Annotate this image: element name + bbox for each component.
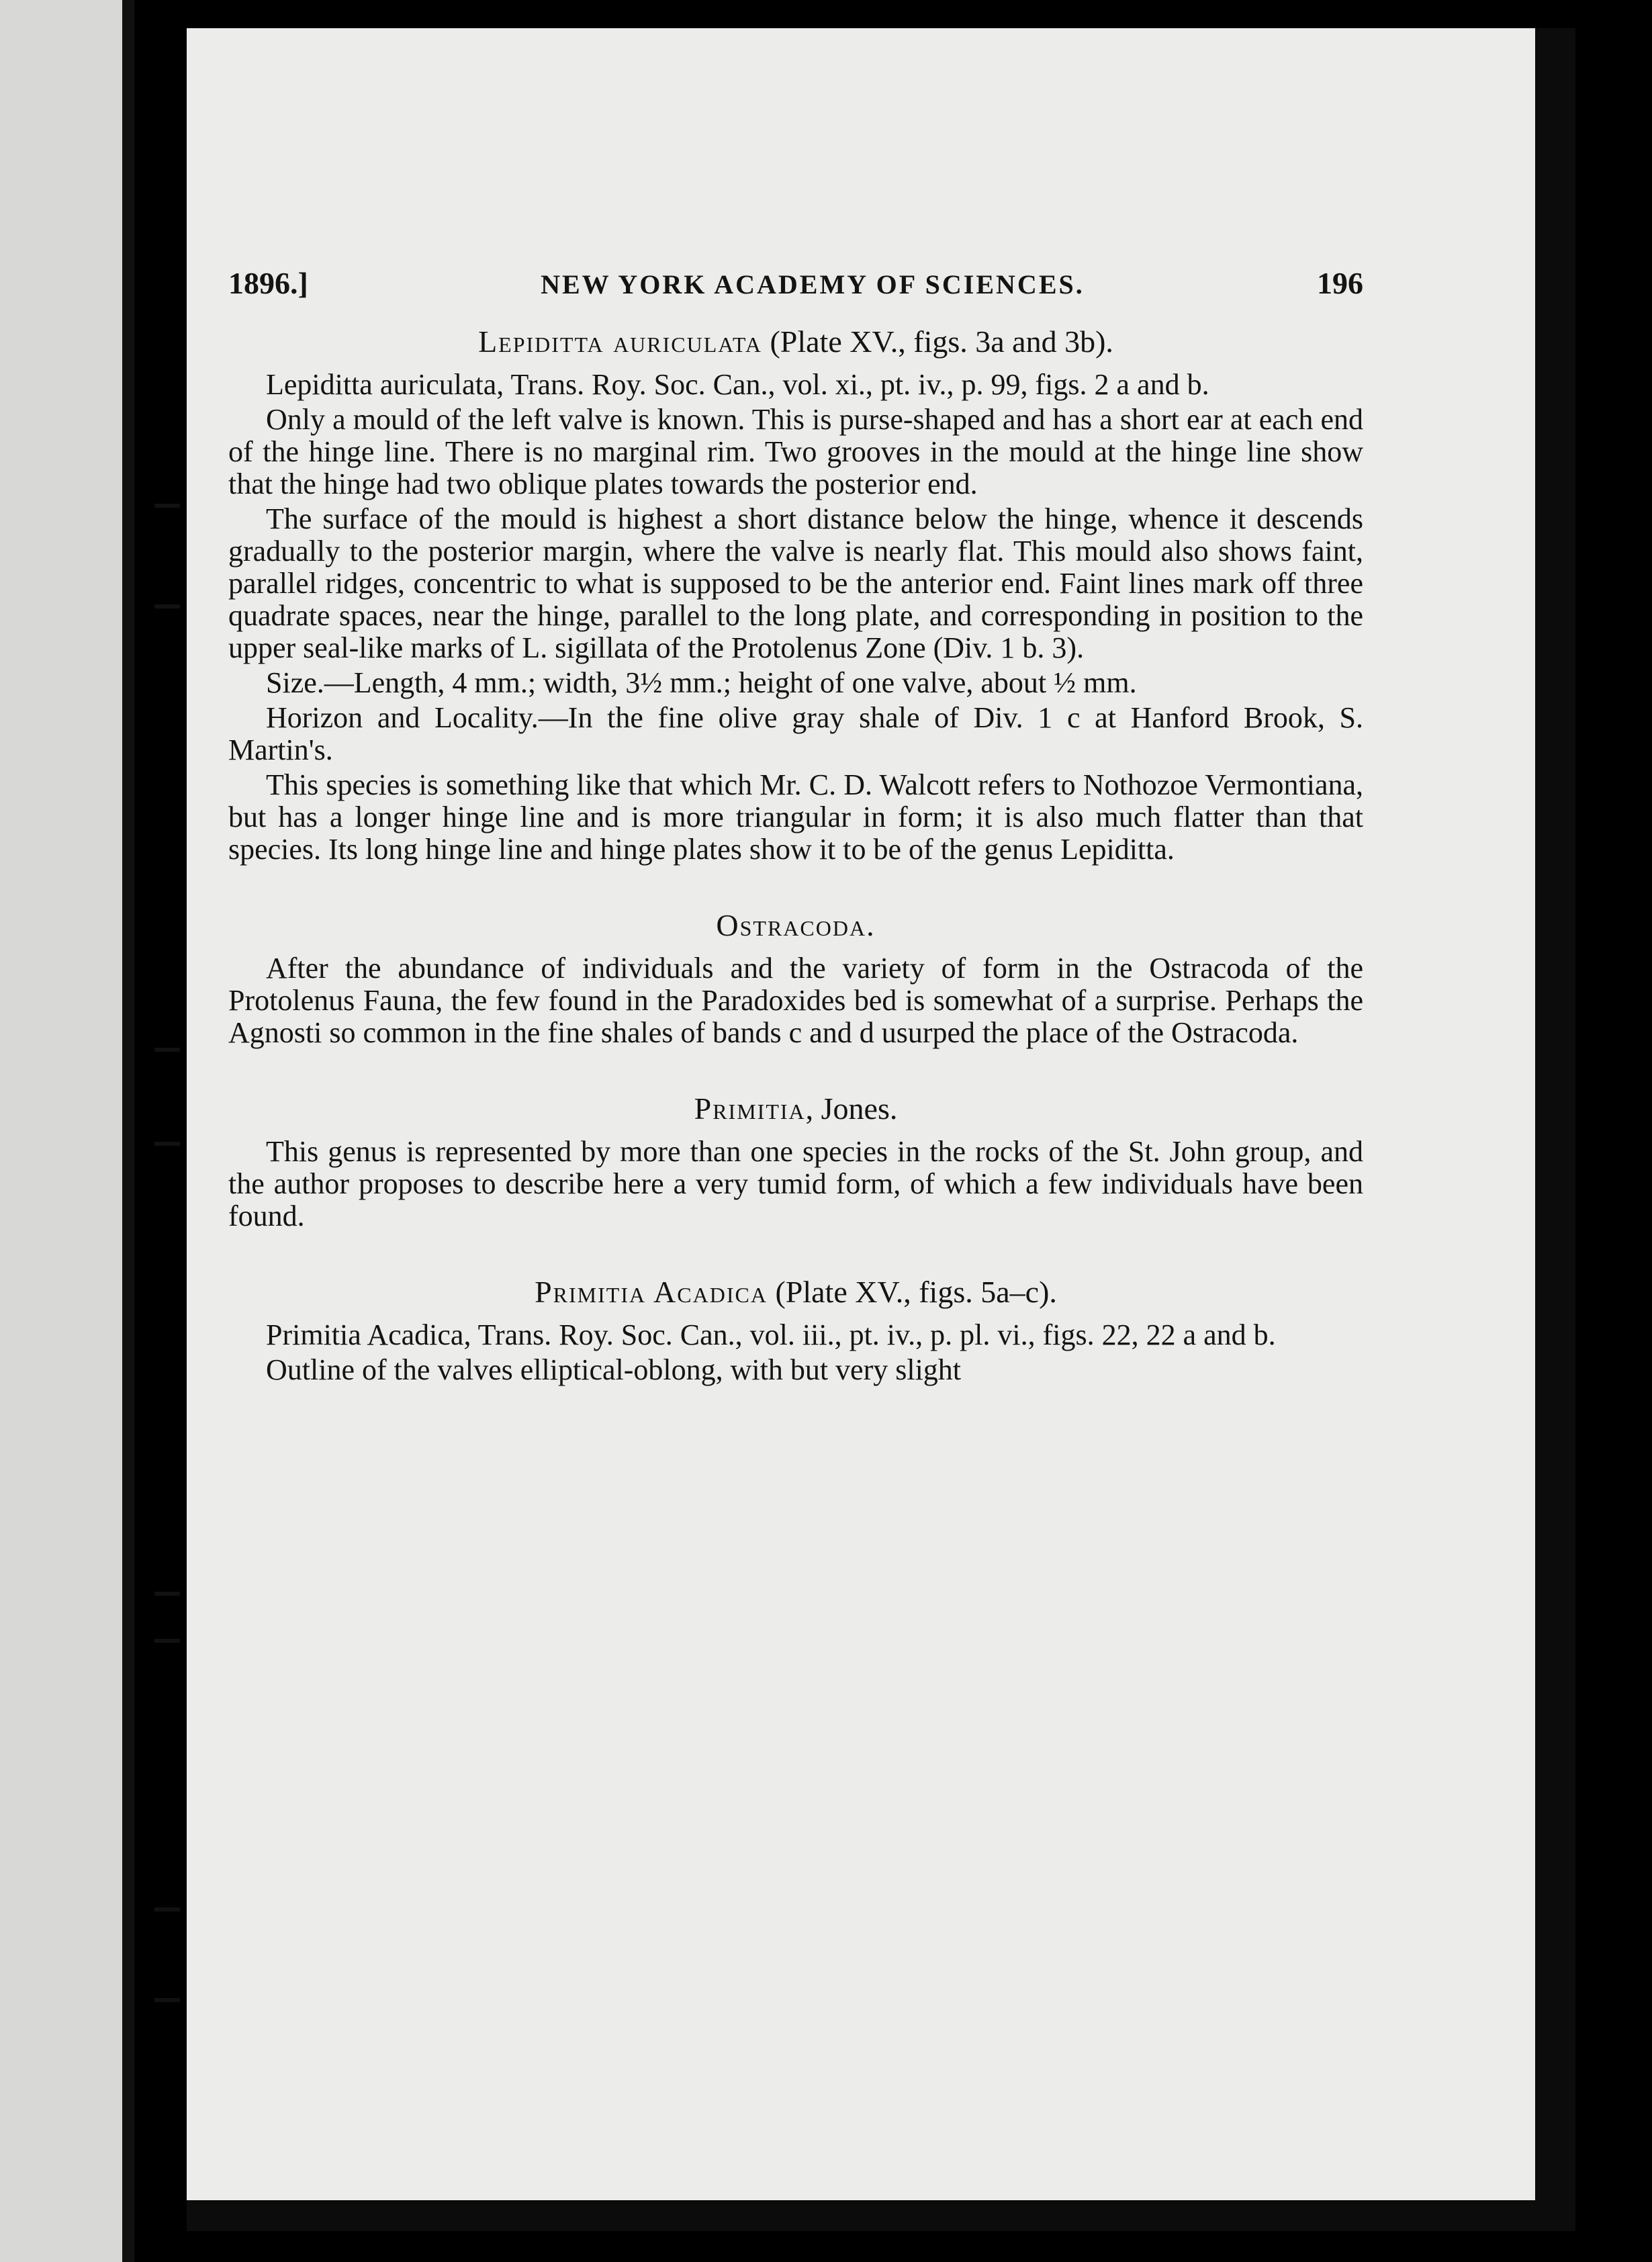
body-paragraph: Primitia Acadica, Trans. Roy. Soc. Can., vol. iii., pt. iv., p. pl. vi., figs. 22, 22 a and b.: [266, 1318, 1276, 1351]
binding-mark: [154, 1142, 180, 1146]
section-heading-rest: (Plate XV., figs. 3a and 3b).: [762, 324, 1113, 359]
section-heading: [228, 1091, 1363, 1126]
section-heading: [228, 907, 1363, 943]
page-content: [228, 265, 1363, 1389]
binding-mark: [154, 1907, 180, 1911]
body-paragraph: Only a mould of the left valve is known. This is purse-shaped and has a short ear at each end of the hinge line. There is no marginal rim. Two grooves in the mould at the hinge line show that the hinge had two oblique plates towards the posterior end.: [228, 403, 1363, 500]
body-paragraph: Size.—Length, 4 mm.; width, 3½ mm.; height of one valve, about ½ mm.: [266, 666, 1137, 699]
body-paragraph: This species is something like that which Mr. C. D. Walcott refers to Nothozoe Vermontiana, but has a longer hinge line and is more triangular in form; it is also much flatter than that species. Its long hinge line and hinge plates show it to be of the genus Lepiditta.: [228, 768, 1363, 866]
body-paragraph: Outline of the valves elliptical-oblong, with but very slight: [266, 1353, 962, 1386]
section-heading-rest: (Plate XV., figs. 5a–c).: [767, 1275, 1057, 1309]
section-heading-name: Primitia Acadica: [535, 1275, 768, 1309]
header-year: 1896.]: [228, 266, 308, 300]
body-paragraph: After the abundance of individuals and the variety of form in the Ostracoda of the Protolenus Fauna, the few found in the Paradoxides bed is somewhat of a surprise. Perhaps the Agnosti so common in the fine shales of bands c and d usurped the place of the Ostracoda.: [228, 952, 1363, 1049]
body-paragraph: Lepiditta auriculata, Trans. Roy. Soc. Can., vol. xi., pt. iv., p. 99, figs. 2 a and b.: [266, 368, 1209, 401]
section-heading-name: Lepiditta auriculata: [478, 324, 762, 359]
page-right-shadow: [1535, 28, 1575, 2231]
section-heading-rest: , Jones.: [805, 1091, 898, 1126]
binding-mark: [154, 1639, 180, 1643]
section-heading: [228, 1274, 1363, 1310]
binding-mark: [154, 1592, 180, 1596]
section-heading-name: Ostracoda.: [716, 908, 876, 942]
body-paragraph: Horizon and Locality.—In the fine olive gray shale of Div. 1 c at Hanford Brook, S. Martin's.: [228, 701, 1363, 766]
running-header: [228, 265, 1363, 301]
binding-mark: [154, 504, 180, 508]
header-running-title: NEW YORK ACADEMY OF SCIENCES.: [541, 269, 1085, 300]
adjacent-page-edge: [0, 0, 134, 2262]
section-heading: [228, 324, 1363, 359]
section-heading-name: Primitia: [694, 1091, 806, 1126]
binding-mark: [154, 1048, 180, 1052]
binding-mark: [154, 604, 180, 608]
body-paragraph: This genus is represented by more than one species in the rocks of the St. John group, and the author proposes to describe here a very tumid form, of which a few individuals have been found.: [228, 1135, 1363, 1232]
page-bottom-shadow: [187, 2200, 1575, 2231]
body-paragraph: The surface of the mould is highest a short distance below the hinge, whence it descends gradually to the posterior margin, where the valve is nearly flat. This mould also shows faint, parallel ridges, concentric to what is supposed to be the anterior end. Faint lines mark off three quadrate spaces, near the hinge, parallel to the long plate, and corresponding in position to the upper seal-like marks of L. sigillata of the Protolenus Zone (Div. 1 b. 3).: [228, 502, 1363, 664]
binding-mark: [154, 1998, 180, 2002]
header-page-number: 196: [1316, 266, 1363, 300]
